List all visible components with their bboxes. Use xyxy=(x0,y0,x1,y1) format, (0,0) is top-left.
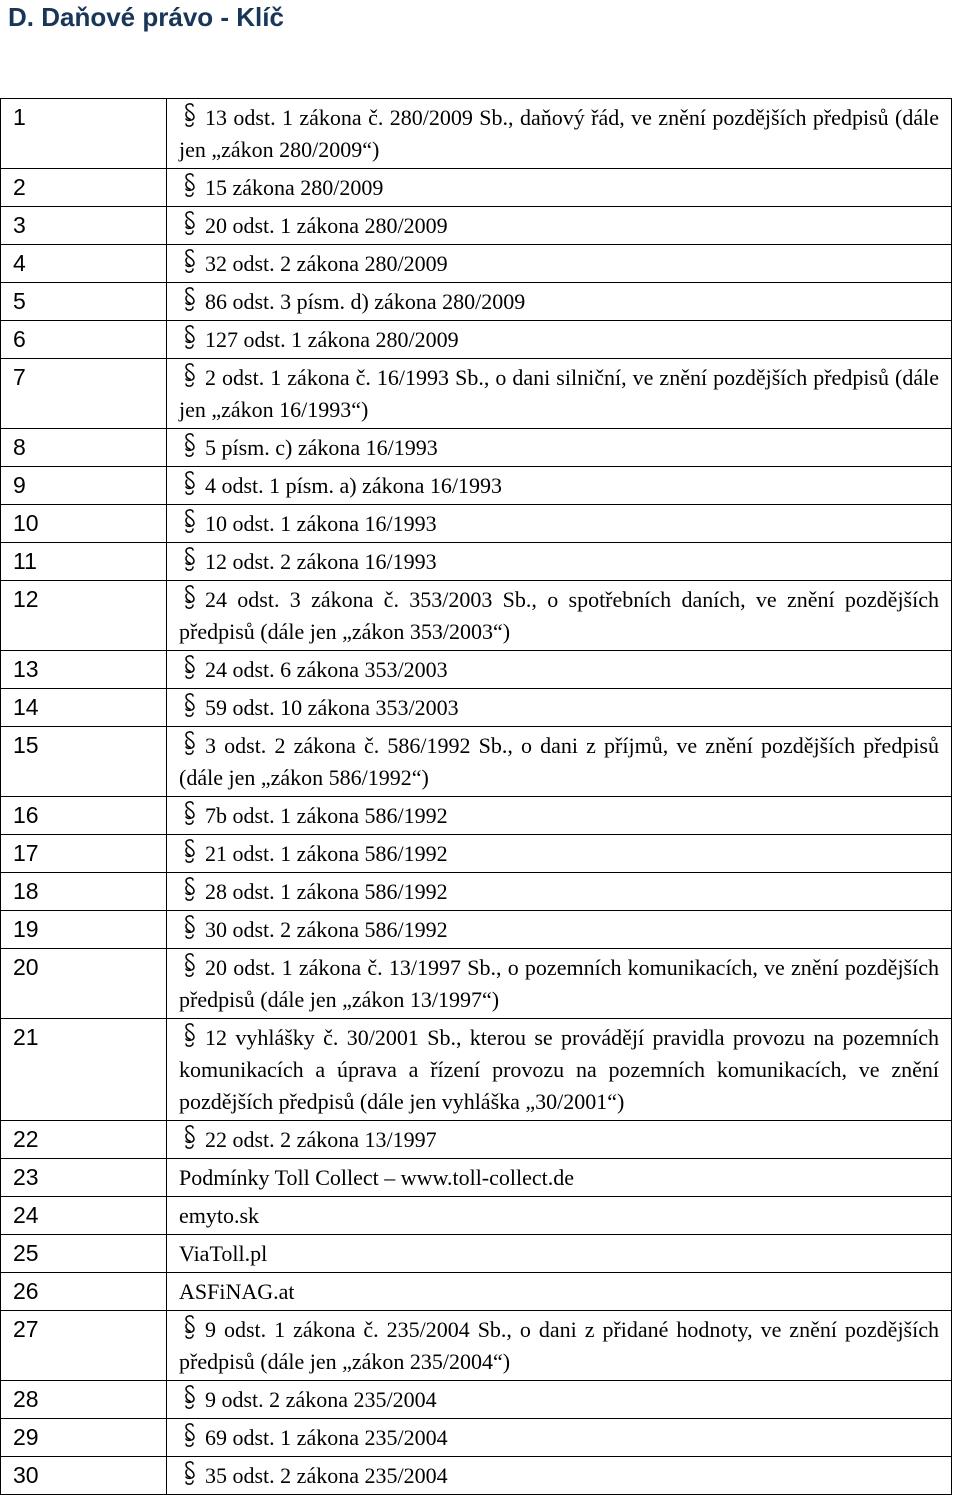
answer-key-rows xyxy=(1,99,952,1495)
legal-reference xyxy=(167,543,952,581)
legal-reference xyxy=(167,1457,952,1495)
section-sign-icon xyxy=(179,286,201,318)
row-number: 25 xyxy=(1,1235,167,1273)
section-sign-icon xyxy=(179,102,201,134)
reference-text: 15 zákona 280/2009 xyxy=(205,175,384,200)
legal-reference xyxy=(167,581,952,651)
reference-text: 13 odst. 1 zákona č. 280/2009 Sb., daňový řád, ve znění pozdějších předpisů (dále jen „zákon 280/2009“) xyxy=(179,105,939,162)
table-row xyxy=(1,543,952,581)
row-number: 28 xyxy=(1,1381,167,1419)
section-sign-icon xyxy=(179,1022,201,1054)
reference-text: 9 odst. 2 zákona 235/2004 xyxy=(205,1387,437,1412)
row-number: 29 xyxy=(1,1419,167,1457)
section-sign-icon xyxy=(179,210,201,242)
table-row xyxy=(1,1419,952,1457)
reference-text: 24 odst. 6 zákona 353/2003 xyxy=(205,657,448,682)
legal-reference xyxy=(167,727,952,797)
table-row xyxy=(1,1381,952,1419)
table-row xyxy=(1,505,952,543)
section-sign-icon xyxy=(179,172,201,204)
legal-reference xyxy=(167,835,952,873)
reference-text: 10 odst. 1 zákona 16/1993 xyxy=(205,511,437,536)
row-number: 21 xyxy=(1,1019,167,1121)
row-number: 14 xyxy=(1,689,167,727)
table-row xyxy=(1,1457,952,1495)
table-row xyxy=(1,1311,952,1381)
table-row xyxy=(1,467,952,505)
reference-text: 30 odst. 2 zákona 586/1992 xyxy=(205,917,448,942)
table-row xyxy=(1,651,952,689)
legal-reference xyxy=(167,1419,952,1457)
reference-text: emyto.sk xyxy=(179,1203,260,1228)
table-row xyxy=(1,245,952,283)
reference-text: 35 odst. 2 zákona 235/2004 xyxy=(205,1463,448,1488)
row-number: 12 xyxy=(1,581,167,651)
page-title: D. Daňové právo - Klíč xyxy=(8,2,284,32)
reference-text: 20 odst. 1 zákona č. 13/1997 Sb., o pozemních komunikacích, ve znění pozdějších předpisů (dále jen „zákon 13/1997“) xyxy=(179,955,939,1012)
legal-reference xyxy=(167,1121,952,1159)
table-row xyxy=(1,1273,952,1311)
row-number: 13 xyxy=(1,651,167,689)
table-row xyxy=(1,321,952,359)
row-number: 10 xyxy=(1,505,167,543)
reference-text: 86 odst. 3 písm. d) zákona 280/2009 xyxy=(205,289,526,314)
table-row xyxy=(1,1197,952,1235)
legal-reference xyxy=(167,1019,952,1121)
row-number: 22 xyxy=(1,1121,167,1159)
legal-reference xyxy=(167,1381,952,1419)
reference-text: 20 odst. 1 zákona 280/2009 xyxy=(205,213,448,238)
legal-reference xyxy=(167,651,952,689)
row-number: 2 xyxy=(1,169,167,207)
section-sign-icon xyxy=(179,914,201,946)
reference-text: 4 odst. 1 písm. a) zákona 16/1993 xyxy=(205,473,502,498)
legal-reference xyxy=(167,911,952,949)
legal-reference xyxy=(167,359,952,429)
reference-text: 9 odst. 1 zákona č. 235/2004 Sb., o dani z přidané hodnoty, ve znění pozdějších předpisů (dále jen „zákon 235/2004“) xyxy=(179,1317,939,1374)
legal-reference xyxy=(167,1273,952,1311)
legal-reference xyxy=(167,797,952,835)
reference-text: 32 odst. 2 zákona 280/2009 xyxy=(205,251,448,276)
reference-text: 7b odst. 1 zákona 586/1992 xyxy=(205,803,448,828)
section-sign-icon xyxy=(179,692,201,724)
section-sign-icon xyxy=(179,838,201,870)
legal-reference xyxy=(167,1197,952,1235)
table-row xyxy=(1,99,952,169)
legal-reference xyxy=(167,1159,952,1197)
legal-reference xyxy=(167,467,952,505)
row-number: 16 xyxy=(1,797,167,835)
section-sign-icon xyxy=(179,654,201,686)
section-sign-icon xyxy=(179,1422,201,1454)
row-number: 17 xyxy=(1,835,167,873)
section-sign-icon xyxy=(179,1124,201,1156)
reference-text: Podmínky Toll Collect – www.toll-collect.de xyxy=(179,1165,575,1190)
reference-text: 12 odst. 2 zákona 16/1993 xyxy=(205,549,437,574)
table-row xyxy=(1,797,952,835)
section-sign-icon xyxy=(179,432,201,464)
table-row xyxy=(1,1159,952,1197)
table-row xyxy=(1,207,952,245)
legal-reference xyxy=(167,1311,952,1381)
row-number: 27 xyxy=(1,1311,167,1381)
reference-text: 3 odst. 2 zákona č. 586/1992 Sb., o dani z příjmů, ve znění pozdějších předpisů (dále jen „zákon 586/1992“) xyxy=(179,733,939,790)
reference-text: 21 odst. 1 zákona 586/1992 xyxy=(205,841,448,866)
row-number: 9 xyxy=(1,467,167,505)
legal-reference xyxy=(167,429,952,467)
section-sign-icon xyxy=(179,952,201,984)
legal-reference xyxy=(167,321,952,359)
reference-text: 28 odst. 1 zákona 586/1992 xyxy=(205,879,448,904)
legal-reference xyxy=(167,1235,952,1273)
row-number: 1 xyxy=(1,99,167,169)
row-number: 23 xyxy=(1,1159,167,1197)
table-row xyxy=(1,949,952,1019)
section-sign-icon xyxy=(179,1384,201,1416)
legal-reference xyxy=(167,99,952,169)
row-number: 4 xyxy=(1,245,167,283)
section-sign-icon xyxy=(179,730,201,762)
legal-reference xyxy=(167,283,952,321)
table-row xyxy=(1,727,952,797)
table-row xyxy=(1,169,952,207)
reference-text: 69 odst. 1 zákona 235/2004 xyxy=(205,1425,448,1450)
legal-reference xyxy=(167,169,952,207)
reference-text: 12 vyhlášky č. 30/2001 Sb., kterou se provádějí pravidla provozu na pozemních komunikacích a úprava a řízení provozu na pozemních komunikacích, ve znění pozdějších předpisů (dále jen vyhláška „30/2001“) xyxy=(179,1025,939,1114)
reference-text: ASFiNAG.at xyxy=(179,1279,295,1304)
reference-text: 5 písm. c) zákona 16/1993 xyxy=(205,435,438,460)
table-row xyxy=(1,1235,952,1273)
row-number: 8 xyxy=(1,429,167,467)
table-row xyxy=(1,873,952,911)
row-number: 24 xyxy=(1,1197,167,1235)
section-sign-icon xyxy=(179,248,201,280)
section-sign-icon xyxy=(179,362,201,394)
section-sign-icon xyxy=(179,800,201,832)
table-row xyxy=(1,283,952,321)
section-sign-icon xyxy=(179,1314,201,1346)
legal-reference xyxy=(167,505,952,543)
section-sign-icon xyxy=(179,584,201,616)
reference-text: 24 odst. 3 zákona č. 353/2003 Sb., o spotřebních daních, ve znění pozdějších předpisů (dále jen „zákon 353/2003“) xyxy=(179,587,939,644)
row-number: 15 xyxy=(1,727,167,797)
table-row xyxy=(1,689,952,727)
section-sign-icon xyxy=(179,470,201,502)
table-row xyxy=(1,911,952,949)
legal-reference xyxy=(167,245,952,283)
row-number: 6 xyxy=(1,321,167,359)
reference-text: 22 odst. 2 zákona 13/1997 xyxy=(205,1127,437,1152)
section-sign-icon xyxy=(179,546,201,578)
row-number: 5 xyxy=(1,283,167,321)
table-row xyxy=(1,581,952,651)
reference-text: ViaToll.pl xyxy=(179,1241,268,1266)
reference-text: 127 odst. 1 zákona 280/2009 xyxy=(205,327,459,352)
section-sign-icon xyxy=(179,324,201,356)
legal-reference xyxy=(167,873,952,911)
legal-reference xyxy=(167,207,952,245)
table-row xyxy=(1,1019,952,1121)
reference-text: 59 odst. 10 zákona 353/2003 xyxy=(205,695,459,720)
row-number: 20 xyxy=(1,949,167,1019)
row-number: 30 xyxy=(1,1457,167,1495)
legal-reference xyxy=(167,689,952,727)
row-number: 18 xyxy=(1,873,167,911)
row-number: 19 xyxy=(1,911,167,949)
section-sign-icon xyxy=(179,508,201,540)
section-sign-icon xyxy=(179,876,201,908)
table-row xyxy=(1,429,952,467)
answer-key-table xyxy=(0,98,952,1495)
row-number: 7 xyxy=(1,359,167,429)
row-number: 3 xyxy=(1,207,167,245)
reference-text: 2 odst. 1 zákona č. 16/1993 Sb., o dani silniční, ve znění pozdějších předpisů (dále jen „zákon 16/1993“) xyxy=(179,365,939,422)
section-sign-icon xyxy=(179,1460,201,1492)
legal-reference xyxy=(167,949,952,1019)
row-number: 26 xyxy=(1,1273,167,1311)
row-number: 11 xyxy=(1,543,167,581)
table-row xyxy=(1,835,952,873)
table-row xyxy=(1,359,952,429)
table-row xyxy=(1,1121,952,1159)
